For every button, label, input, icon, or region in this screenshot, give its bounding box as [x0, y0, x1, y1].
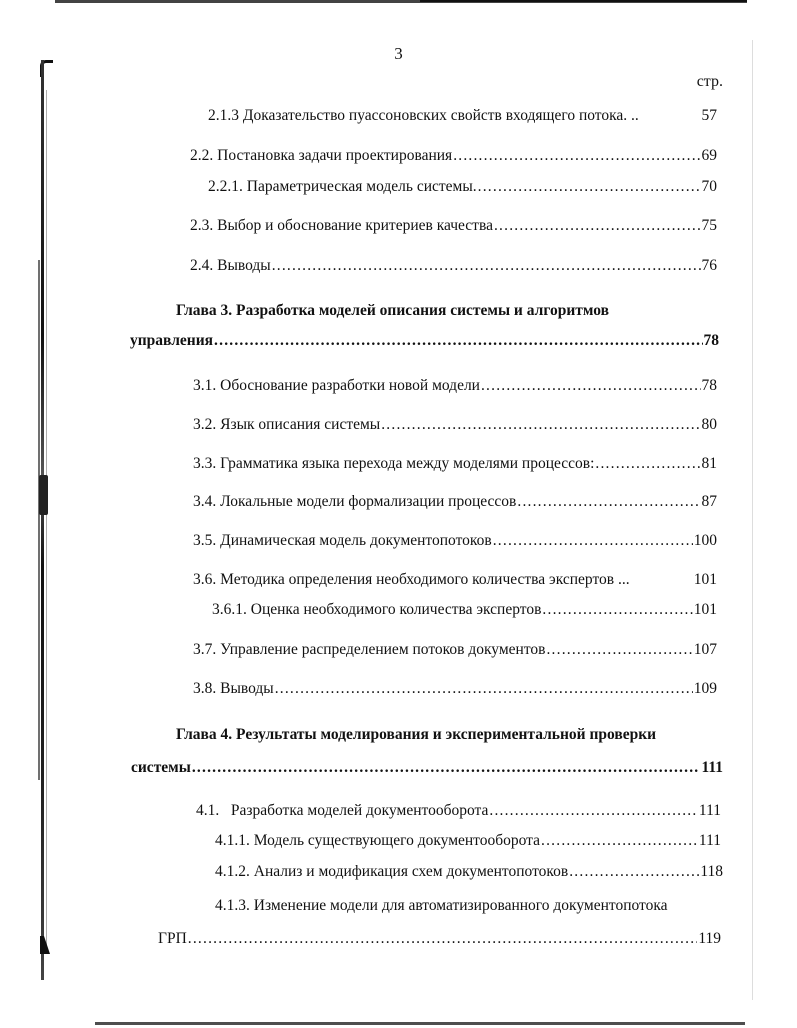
toc-entry-page: 111	[698, 832, 721, 849]
page-number: 3	[394, 44, 403, 63]
toc-entry-title: 3.8. Выводы	[193, 680, 274, 697]
toc-leader-dots	[188, 929, 698, 949]
toc-entry-2-4[interactable]	[190, 256, 717, 276]
toc-leader-dots	[542, 600, 692, 620]
toc-leader-dots	[272, 256, 701, 276]
toc-entry-title: 4.1.2. Анализ и модификация схем документопотоков	[215, 863, 569, 880]
toc-entry-page: 107	[693, 641, 717, 658]
toc-entry-2-1-3[interactable]	[208, 106, 717, 126]
toc-entry-4-1[interactable]	[196, 801, 721, 821]
toc-entry-page: 100	[693, 532, 717, 549]
toc-entry-page: 101	[693, 571, 717, 588]
toc-leader-dots	[478, 177, 701, 197]
toc-entry-title: 3.3. Грамматика языка перехода между моделями процессов:	[193, 455, 595, 472]
toc-entry-2-3[interactable]	[190, 216, 717, 236]
toc-leader-dots	[493, 531, 693, 551]
toc-entry-page: 101	[693, 601, 717, 618]
binding-hook-bottom	[40, 936, 50, 954]
toc-entry-title: ГРП	[158, 930, 187, 947]
page-column-label: стр.	[696, 73, 723, 90]
toc-entry-title: 3.6. Методика определения необходимого количества экспертов ...	[193, 571, 630, 588]
toc-chapter-3-heading[interactable]: Глава 3. Разработка моделей описания системы и алгоритмов	[176, 302, 609, 319]
toc-entry-3-2[interactable]	[193, 415, 717, 435]
toc-leader-dots	[192, 758, 701, 778]
toc-entry-page: 81	[701, 455, 717, 472]
toc-entry-4-1-3-heading[interactable]: 4.1.3. Изменение модели для автоматизированного документопотока	[215, 897, 668, 914]
toc-entry-title: управления	[130, 332, 214, 349]
toc-entry-title: 3.6.1. Оценка необходимого количества экспертов	[212, 601, 542, 618]
toc-entry-page: 109	[693, 680, 717, 697]
toc-leader-dots	[481, 376, 701, 396]
toc-entry-4-1-3[interactable]	[158, 929, 721, 949]
binding-spine	[38, 60, 48, 980]
toc-chapter-4[interactable]	[131, 758, 723, 778]
toc-leader-dots	[489, 801, 698, 821]
toc-entry-title: системы	[131, 759, 191, 776]
toc-entry-page: 69	[701, 147, 717, 164]
toc-entry-3-8[interactable]	[193, 679, 717, 699]
toc-entry-3-4[interactable]	[193, 492, 717, 512]
toc-entry-4-1-2[interactable]	[215, 862, 723, 882]
toc-entry-title: 3.5. Динамическая модель документопотоков	[193, 532, 492, 549]
scan-right-edge	[752, 40, 753, 1000]
toc-leader-dots	[517, 492, 700, 512]
toc-entry-page: 78	[701, 377, 717, 394]
toc-entry-3-1[interactable]	[193, 376, 717, 396]
binding-clip	[39, 475, 48, 515]
toc-entry-page: 118	[700, 863, 723, 880]
toc-leader-dots	[541, 831, 698, 851]
toc-entry-3-5[interactable]	[193, 531, 717, 551]
toc-leader-dots	[275, 679, 693, 699]
toc-leader-dots	[546, 640, 692, 660]
toc-entry-title: 2.3. Выбор и обоснование критериев качества	[190, 217, 493, 234]
toc-entry-title: 4.1. Разработка моделей документооборота	[196, 802, 489, 819]
toc-entry-title: 3.1. Обоснование разработки новой модели	[193, 377, 480, 394]
toc-leader-dots	[569, 862, 699, 882]
toc-chapter-4-heading[interactable]: Глава 4. Результаты моделирования и экспериментальной проверки	[176, 726, 657, 743]
toc-entry-3-6-1[interactable]	[212, 600, 717, 620]
toc-entry-title: 3.7. Управление распределением потоков документов	[193, 641, 546, 658]
toc-entry-title: 3.4. Локальные модели формализации процессов	[193, 493, 517, 510]
toc-chapter-3[interactable]	[130, 331, 719, 351]
scan-top-edge-dark	[420, 0, 747, 2]
toc-entry-title: 2.2.1. Параметрическая модель системы.	[208, 178, 477, 195]
scan-bottom-edge	[95, 1022, 745, 1025]
toc-leader-dots	[453, 146, 700, 166]
toc-entry-page: 78	[703, 332, 719, 349]
toc-leader-dots	[595, 454, 700, 474]
toc-leader-dots	[494, 216, 701, 236]
toc-entry-page: 80	[701, 416, 717, 433]
toc-leader-dots	[381, 415, 700, 435]
toc-entry-page: 87	[701, 493, 717, 510]
binding-spine-shadow	[38, 260, 40, 780]
toc-entry-3-6[interactable]	[193, 570, 717, 590]
toc-entry-2-2-1[interactable]	[208, 177, 717, 197]
toc-entry-page: 70	[701, 178, 717, 195]
toc-entry-page: 57	[701, 107, 717, 124]
toc-entry-title: 4.1.1. Модель существующего документооборота	[215, 832, 541, 849]
toc-entry-page: 111	[701, 759, 723, 776]
toc-entry-3-3[interactable]	[193, 454, 717, 474]
toc-entry-title: 2.2. Постановка задачи проектирования	[190, 147, 453, 164]
toc-entry-page: 76	[701, 257, 717, 274]
binding-spine-edge	[46, 90, 47, 950]
toc-leader-dots	[214, 331, 702, 351]
toc-entry-3-7[interactable]	[193, 640, 717, 660]
toc-entry-page: 75	[701, 217, 717, 234]
toc-entry-2-2[interactable]	[190, 146, 717, 166]
toc-entry-title: 2.4. Выводы	[190, 257, 271, 274]
toc-entry-title: 2.1.3 Доказательство пуассоновских свойств входящего потока. ..	[208, 107, 639, 124]
toc-entry-4-1-1[interactable]	[215, 831, 721, 851]
binding-spine-line	[41, 60, 44, 980]
toc-entry-page: 111	[698, 802, 721, 819]
toc-entry-title: 3.2. Язык описания системы	[193, 416, 381, 433]
toc-entry-page: 119	[698, 930, 721, 947]
